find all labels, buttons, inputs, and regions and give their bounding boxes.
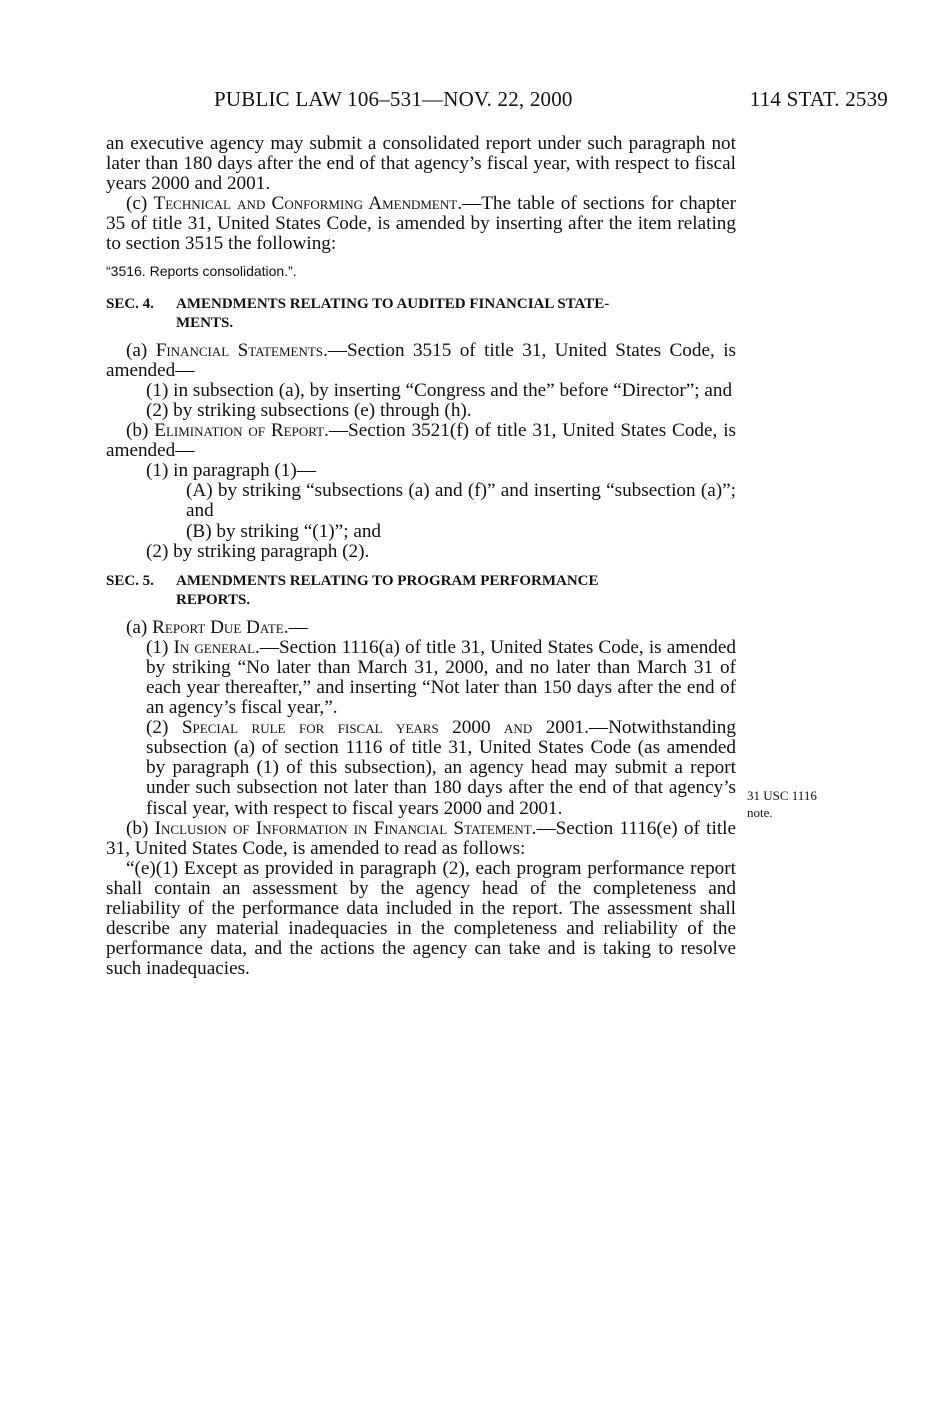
section-5-a-heading: Report Due Date bbox=[152, 616, 284, 638]
section-4-title-line1: AMENDMENTS RELATING TO AUDITED FINANCIAL STATE- bbox=[176, 295, 610, 312]
section-4-title-line2: MENTS. bbox=[176, 314, 234, 331]
margin-note-citation: 31 USC 1116 bbox=[747, 788, 817, 803]
section-4-heading bbox=[106, 295, 736, 333]
section-5-a-2-heading: Special rule for fiscal years 2000 and 2001 bbox=[181, 717, 585, 739]
section-5-a-1-heading: In general bbox=[173, 636, 256, 658]
table-item-3516: “3516. Reports consolidation.”. bbox=[106, 262, 297, 279]
margin-note bbox=[747, 787, 817, 821]
section-5-title-line2: REPORTS. bbox=[176, 591, 251, 608]
section-5-heading bbox=[106, 572, 736, 610]
section-4-number: SEC. 4. bbox=[106, 295, 154, 312]
section-4-b-paragraph-1: (1) in paragraph (1)— bbox=[146, 460, 316, 482]
section-4-a-paragraph-1: (1) in subsection (a), by inserting “Congress and the” before “Director”; and bbox=[146, 379, 733, 401]
law-title: PUBLIC LAW 106–531—NOV. 22, 2000 bbox=[214, 87, 573, 111]
section-4-subsection-a: (a) Financial Statements.—Section 3515 of title 31, United States Code, is amended— bbox=[106, 339, 736, 381]
subsection-c-heading: Technical and Conforming Amendment bbox=[153, 193, 458, 215]
section-4-b-subparagraph-B: (B) by striking “(1)”; and bbox=[186, 520, 382, 542]
section-5-title-line1: AMENDMENTS RELATING TO PROGRAM PERFORMANCE bbox=[176, 572, 599, 589]
margin-note-label: note. bbox=[747, 805, 773, 820]
paragraph-continuation: an executive agency may submit a consolidated report under such paragraph not later than 180 days after the end of that agency’s fiscal year, with respect to fiscal years 2000 and 2001. bbox=[106, 133, 736, 195]
section-5-subsection-b: (b) Inclusion of Information in Financial Statement.—Section 1116(e) of title 31, United States Code, is amended to read as follows: bbox=[106, 817, 737, 859]
section-5-number: SEC. 5. bbox=[106, 572, 154, 589]
subsection-c: (c) Technical and Conforming Amendment.—The table of sections for chapter 35 of title 31, United States Code, is amended by inserting after the item relating to section 3515 the following: bbox=[106, 193, 737, 255]
section-4-subsection-b: (b) Elimination of Report.—Section 3521(f) of title 31, United States Code, is amended— bbox=[106, 420, 736, 462]
section-4-b-subparagraph-A: (A) by striking “subsections (a) and (f)” and inserting “subsection (a)”; and bbox=[186, 480, 736, 522]
section-5-subsection-a: (a) Report Due Date.— bbox=[126, 616, 308, 638]
section-5-b-heading: Inclusion of Information in Financial Statement bbox=[154, 817, 532, 839]
section-4-a-heading: Financial Statements bbox=[155, 339, 324, 361]
section-4-b-paragraph-2: (2) by striking paragraph (2). bbox=[146, 540, 370, 562]
quoted-amendment-text: “(e)(1) Except as provided in paragraph (2), each program performance report shall contain an assessment by the agency head of the completeness and reliability of the performance data included in the report. The assessment shall describe any material inadequacies in the completeness and reliability of the performance data, and the actions the agency can take and is taking to resolve such inadequacies. bbox=[106, 857, 736, 980]
section-4-b-heading: Elimination of Report bbox=[154, 420, 325, 442]
section-5-a-paragraph-2: (2) Special rule for fiscal years 2000 and 2001.—Notwithstanding subsection (a) of section 1116 of title 31, United States Code (as amended by paragraph (1) of this subsection), an agency head may submit a report under such subsection not later than 180 days after the end of that agency’s fiscal year, with respect to fiscal years 2000 and 2001. bbox=[146, 717, 736, 819]
section-4-a-paragraph-2: (2) by striking subsections (e) through (h). bbox=[146, 399, 472, 421]
document-body bbox=[106, 134, 736, 979]
section-5-a-paragraph-1: (1) In general.—Section 1116(a) of title 31, United States Code, is amended by striking “No later than March 31, 2000, and no later than March 31 of each year thereafter,” and inserting “Not later than 150 days after the end of an agency’s fiscal year,”. bbox=[146, 636, 736, 719]
statute-page-number: 114 STAT. 2539 bbox=[749, 87, 888, 111]
